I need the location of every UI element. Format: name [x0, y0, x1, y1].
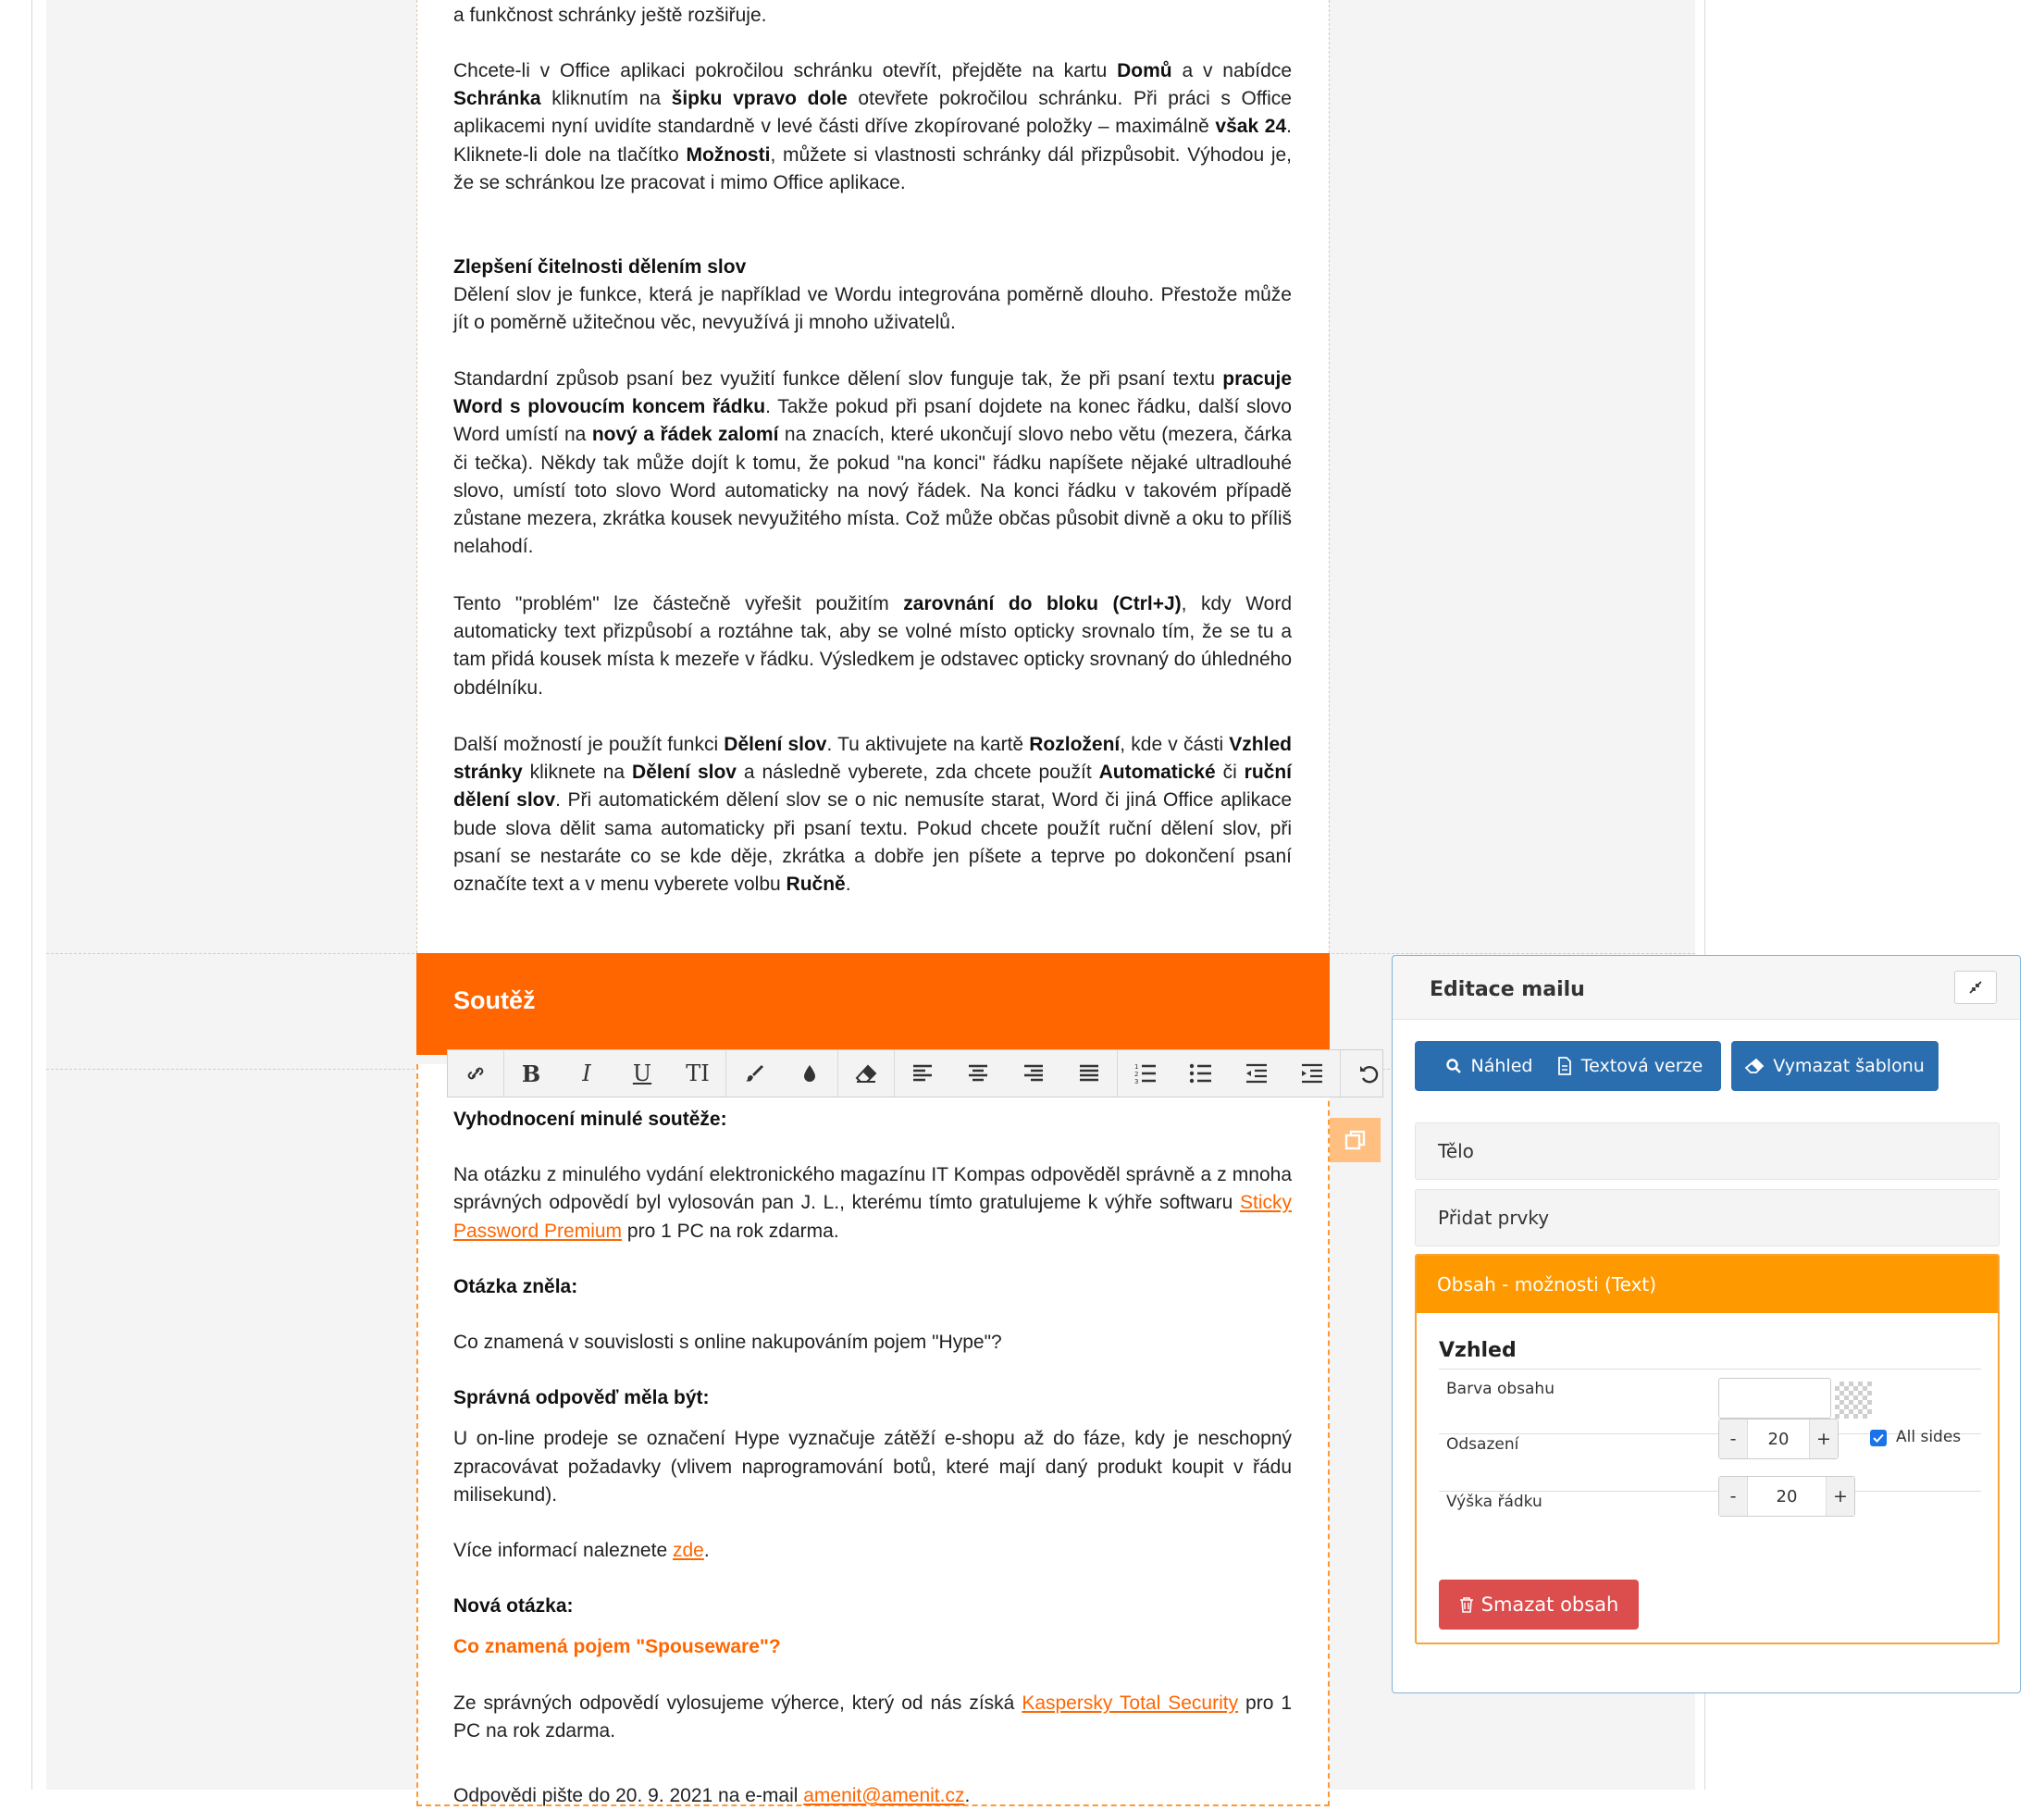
text-run: . Takže pokud při psaní dojdete na konec řádku, další slovo Word umístí na — [453, 396, 1292, 446]
bold-text: Automatické — [1098, 762, 1216, 784]
line-height-label: Výška řádku — [1446, 1493, 1542, 1511]
trash-icon — [1459, 1596, 1474, 1613]
page-border-left — [31, 0, 32, 1790]
text-run: Tento "problém" lze částečně vyřešit použitím — [453, 593, 904, 614]
padding-decrease-button[interactable]: - — [1719, 1419, 1747, 1458]
padding-label: Odsazení — [1446, 1435, 1519, 1454]
all-sides-label: All sides — [1896, 1428, 1962, 1446]
contest-reply: Odpovědi pište do 20. 9. 2021 na e-mail amenit@amenit.cz. — [453, 1785, 971, 1807]
bold-text: Dělení slov — [724, 734, 827, 755]
bold-text: Vzhled stránky — [453, 734, 1292, 784]
padding-increase-button[interactable]: + — [1810, 1419, 1838, 1458]
padding-value[interactable]: 20 — [1747, 1419, 1810, 1458]
article-text — [453, 590, 1292, 702]
unordered-list-icon[interactable] — [1173, 1050, 1229, 1097]
divider — [1439, 1369, 1981, 1370]
italic-icon[interactable]: I — [582, 1060, 591, 1086]
accordion-content-header[interactable]: Obsah - možnosti (Text) — [1417, 1256, 1998, 1313]
bold-text: Domů — [1117, 60, 1172, 81]
text-editor-toolbar — [447, 1049, 1383, 1097]
svg-text:2: 2 — [1134, 1071, 1139, 1078]
line-height-increase-button[interactable]: + — [1827, 1477, 1854, 1516]
align-right-icon[interactable] — [1006, 1050, 1061, 1097]
text-run: . Při automatickém dělení slov se o nic nemusíte starat, Word či jiná Office aplikace bude slova dělit sama automaticky při psaní textu. Pokud chcete použít ruční dělení slov, při psaní se nestaráte co se kde děje, zkrátka a dobře jen píšete a teprve po dokončení psaní označíte text a v menu vyberete volbu — [453, 789, 1292, 896]
accordion-content-options — [1415, 1254, 2000, 1644]
transparent-color-swatch[interactable] — [1835, 1382, 1872, 1419]
brush-icon[interactable] — [726, 1050, 782, 1097]
indent-icon[interactable] — [1284, 1050, 1341, 1097]
text-run: Další možností je použít funkci — [453, 734, 725, 755]
sticky-password-link[interactable]: Sticky Password Premium — [453, 1192, 1292, 1242]
text-run: a následně vyberete, zda chcete použít — [737, 762, 1099, 784]
panel-title: Editace mailu — [1430, 978, 1585, 1001]
clear-template-label: Vymazat šablonu — [1773, 1056, 1925, 1076]
article-text — [453, 2, 1292, 30]
text-run: na znacích, které ukončují slovo nebo větu (mezera, čárka či tečka). Někdy tak může dojít k tomu, že pokud "na konci" řádku napíšete nějaké ultradlouhé slovo, umístí toto slovo Word automaticky na nový řádek. Na konci řádku v takovém případě zůstane mezera, zkrátka kousek nevyužitého místa. Což může občas působit divně a oku to příliš nelahodí. — [453, 424, 1292, 558]
align-justify-icon[interactable] — [1061, 1050, 1118, 1097]
text-run: , kdy Word automaticky text přizpůsobí a roztáhne tak, aby se volné místo opticky srovnalo tím, že se tu a tam přidá kousek místa k mezeře v řádku. Výsledkem je odstavec opticky srovnaný do úhledného obdélníku. — [453, 593, 1293, 699]
contest-heading: Nová otázka: — [453, 1595, 574, 1618]
contest-heading: Vyhodnocení minulé soutěže: — [453, 1109, 727, 1130]
article-paragraph: a funkčnost schránky ještě rozšiřuje. — [453, 5, 767, 26]
svg-text:3: 3 — [1134, 1078, 1139, 1085]
clear-template-button[interactable] — [1731, 1041, 1939, 1091]
text-run: otevřete pokročilou schránku. Při práci s Office aplikacemi nyní uvidíte standardně v levé části dříve zkopírované položky – maximálně — [453, 88, 1292, 138]
accordion-body[interactable]: Tělo — [1415, 1122, 2000, 1180]
section-title: Soutěž — [453, 986, 536, 1014]
font-size-icon[interactable]: TI — [670, 1050, 726, 1097]
content-color-input[interactable] — [1718, 1378, 1831, 1419]
text-run: kliknutím na — [540, 88, 672, 110]
text-run: . — [845, 874, 851, 896]
content-color-label: Barva obsahu — [1446, 1380, 1555, 1398]
bold-text: ruční dělení slov — [453, 762, 1292, 812]
panel-header — [1393, 956, 2020, 1020]
bold-text: pracuje Word s plovoucím koncem řádku — [453, 368, 1292, 418]
text-run: . Tu aktivujete na kartě — [826, 734, 1030, 755]
undo-icon[interactable] — [1341, 1050, 1396, 1097]
duplicate-block-button[interactable] — [1330, 1118, 1381, 1162]
copy-icon — [1344, 1128, 1368, 1152]
text-run: kliknete na — [522, 762, 633, 784]
email-link[interactable]: amenit@amenit.cz — [803, 1785, 965, 1807]
bold-text: Dělení slov — [632, 762, 737, 784]
delete-content-label: Smazat obsah — [1480, 1593, 1619, 1616]
text-run: . Kliknete-li dole na tlačítko — [453, 116, 1292, 166]
article-text — [453, 731, 1292, 899]
text-version-button[interactable] — [1539, 1041, 1721, 1091]
file-text-icon — [1557, 1057, 1572, 1075]
article-text — [453, 254, 1292, 338]
kaspersky-link[interactable]: Kaspersky Total Security — [1022, 1692, 1239, 1714]
article-paragraph — [453, 731, 1292, 899]
article-paragraph — [453, 590, 1292, 702]
contest-more: Více informací naleznete zde. — [453, 1540, 710, 1562]
article-text — [453, 57, 1292, 197]
bold-text: Rozložení — [1029, 734, 1121, 755]
bold-icon[interactable]: B — [521, 1060, 541, 1087]
bold-text: nový a řádek zalomí — [591, 424, 779, 446]
eraser-icon[interactable] — [838, 1050, 895, 1097]
search-icon — [1445, 1058, 1462, 1074]
line-height-decrease-button[interactable]: - — [1719, 1477, 1747, 1516]
outdent-icon[interactable] — [1229, 1050, 1284, 1097]
bold-text: šipku vpravo dole — [671, 88, 848, 110]
line-height-stepper[interactable] — [1718, 1476, 1855, 1517]
align-left-icon[interactable] — [895, 1050, 950, 1097]
contest-text[interactable] — [453, 1106, 1292, 1810]
mail-edit-panel — [1392, 955, 2021, 1693]
text-run: Chcete-li v Office aplikaci pokročilou schránku otevřít, přejděte na kartu — [453, 60, 1118, 81]
divider — [1439, 1491, 1981, 1492]
delete-content-button[interactable] — [1439, 1580, 1639, 1630]
svg-text:1: 1 — [1134, 1063, 1139, 1071]
color-drop-icon[interactable] — [782, 1050, 838, 1097]
line-height-value[interactable]: 20 — [1747, 1477, 1827, 1516]
text-run: , kde v části — [1120, 734, 1230, 755]
contest-heading: Otázka zněla: — [453, 1275, 578, 1297]
text-run: Standardní způsob psaní bez využití funkce dělení slov funguje tak, že při psaní textu — [453, 368, 1223, 390]
text-run: a v nabídce — [1171, 60, 1292, 81]
contest-question: Co znamená v souvislosti s online nakupováním pojem "Hype"? — [453, 1332, 1002, 1354]
more-info-link[interactable]: zde — [672, 1540, 704, 1562]
compress-icon — [1968, 980, 1983, 995]
article-text — [453, 366, 1292, 561]
contest-paragraph: Na otázku z minulého vydání elektronického magazínu IT Kompas odpověděl správně a z mnoha správných odpovědí byl vylosován pan J. L., kterému tímto gratulujeme k výhře softwaru Sticky Password Premium pro 1 PC na rok zdarma. — [453, 1164, 1292, 1242]
article-paragraph: Dělení slov je funkce, která je například ve Wordu integrována poměrně dlouho. Přestože může jít o poměrně užitečnou věc, nevyužívá ji mnoho uživatelů. — [453, 284, 1292, 334]
ordered-list-icon[interactable] — [1118, 1050, 1173, 1097]
eraser-icon — [1745, 1059, 1764, 1073]
article-paragraph — [453, 366, 1292, 561]
text-run: , můžete si vlastnosti schránky dál přizpůsobit. Výhodou je, že se schránkou lze pracovat i mimo Office aplikace. — [453, 143, 1293, 193]
contest-answer: U on-line prodeje se označení Hype vyznačuje zátěží e-shopu až do fáze, kdy je neschopný zpracovávat požadavky (vlivem naprogramování botů, které mají daný produkt koupit v řádu milisekund). — [453, 1428, 1292, 1506]
bold-text: zarovnání do bloku (Ctrl+J) — [903, 593, 1182, 614]
all-sides-checkbox[interactable] — [1870, 1430, 1887, 1446]
contest-prize: Ze správných odpovědí vylosujeme výherce, který od nás získá Kaspersky Total Security pro 1 PC na rok zdarma. — [453, 1692, 1293, 1742]
new-question: Co znamená pojem "Spouseware"? — [453, 1636, 781, 1658]
bold-text: Ručně — [786, 874, 846, 896]
appearance-heading: Vzhled — [1439, 1339, 1517, 1362]
preview-button-label: Náhled — [1470, 1056, 1533, 1076]
accordion-add-elements[interactable]: Přidat prvky — [1415, 1189, 2000, 1246]
section-header[interactable] — [416, 953, 1330, 1055]
collapse-button[interactable] — [1954, 971, 1997, 1004]
contest-heading: Správná odpověď měla být: — [453, 1387, 710, 1409]
underline-icon[interactable]: U — [632, 1060, 652, 1086]
text-run: či — [1215, 762, 1245, 784]
bold-text: Možnosti — [686, 143, 771, 166]
link-icon[interactable] — [448, 1050, 504, 1097]
bold-text: však 24 — [1215, 116, 1287, 138]
article-heading: Zlepšení čitelnosti dělením slov — [453, 256, 747, 278]
align-center-icon[interactable] — [950, 1050, 1006, 1097]
padding-stepper[interactable] — [1718, 1419, 1839, 1459]
text-version-label: Textová verze — [1580, 1056, 1703, 1076]
bold-text: Schránka — [453, 88, 541, 110]
article-paragraph — [453, 57, 1292, 197]
